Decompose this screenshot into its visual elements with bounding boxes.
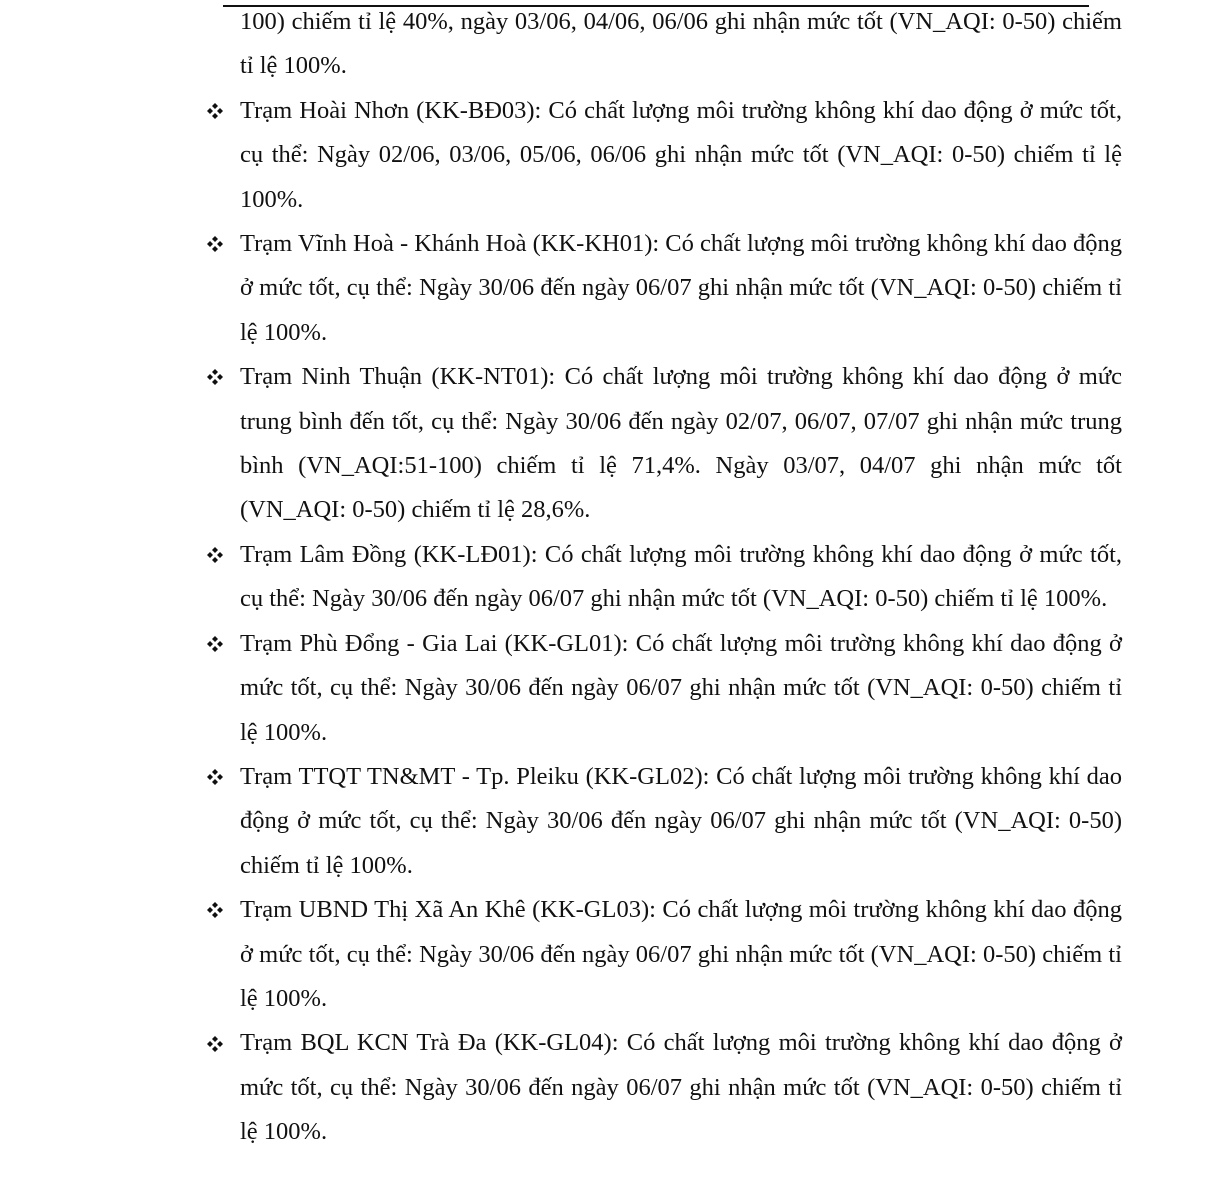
station-description: Trạm Phù Đổng - Gia Lai (KK-GL01): Có chất lượng môi trường không khí dao động ở mức tốt, cụ thể: Ngày 30/06 đến ngày 06/07 ghi nhận mức tốt (VN_AQI: 0-50) chiếm tỉ lệ 100%.	[240, 629, 1122, 746]
station-description: Trạm Vĩnh Hoà - Khánh Hoà (KK-KH01): Có chất lượng môi trường không khí dao động ở mức tốt, cụ thể: Ngày 30/06 đến ngày 06/07 ghi nhận mức tốt (VN_AQI: 0-50) chiếm tỉ lệ 100%.	[240, 230, 1122, 346]
diamond-bullet-icon	[204, 1021, 226, 1065]
station-description: Trạm Ninh Thuận (KK-NT01): Có chất lượng môi trường không khí dao động ở mức trung bình đến tốt, cụ thể: Ngày 30/06 đến ngày 02/07, 06/07, 07/07 ghi nhận mức trung bình (VN_AQI:51-100) chiếm tỉ lệ 71,4%. Ngày 03/07, 04/07 ghi nhận mức tốt (VN_AQI: 0-50) chiếm tỉ lệ 28,6%.	[240, 363, 1122, 524]
station-description: Trạm Lâm Đồng (KK-LĐ01): Có chất lượng môi trường không khí dao động ở mức tốt, cụ thể: Ngày 30/06 đến ngày 06/07 ghi nhận mức tốt (VN_AQI: 0-50) chiếm tỉ lệ 100%.	[240, 540, 1122, 613]
document-body	[240, 0, 1122, 1155]
station-list-item	[240, 533, 1122, 622]
station-description: Trạm TTQT TN&MT - Tp. Pleiku (KK-GL02): Có chất lượng môi trường không khí dao động ở mức tốt, cụ thể: Ngày 30/06 đến ngày 06/07 ghi nhận mức tốt (VN_AQI: 0-50) chiếm tỉ lệ 100%.	[240, 762, 1122, 879]
continued-paragraph: 100) chiếm tỉ lệ 40%, ngày 03/06, 04/06, 06/06 ghi nhận mức tốt (VN_AQI: 0-50) chiếm tỉ lệ 100%.	[240, 8, 1122, 80]
diamond-bullet-icon	[204, 222, 226, 266]
station-description: Trạm BQL KCN Trà Đa (KK-GL04): Có chất lượng môi trường không khí dao động ở mức tốt, cụ thể: Ngày 30/06 đến ngày 06/07 ghi nhận mức tốt (VN_AQI: 0-50) chiếm tỉ lệ 100%.	[240, 1029, 1122, 1146]
diamond-bullet-icon	[204, 888, 226, 932]
station-description: Trạm Hoài Nhơn (KK-BĐ03): Có chất lượng môi trường không khí dao động ở mức tốt, cụ thể: Ngày 02/06, 03/06, 05/06, 06/06 ghi nhận mức tốt (VN_AQI: 0-50) chiếm tỉ lệ 100%.	[240, 96, 1122, 213]
station-list-item	[240, 222, 1122, 355]
diamond-bullet-icon	[204, 533, 226, 577]
station-list	[240, 89, 1122, 1155]
station-list-item	[240, 755, 1122, 888]
diamond-bullet-icon	[204, 89, 226, 133]
station-list-item	[240, 89, 1122, 222]
station-list-item	[240, 888, 1122, 1021]
station-description: Trạm UBND Thị Xã An Khê (KK-GL03): Có chất lượng môi trường không khí dao động ở mức tốt, cụ thể: Ngày 30/06 đến ngày 06/07 ghi nhận mức tốt (VN_AQI: 0-50) chiếm tỉ lệ 100%.	[240, 896, 1122, 1012]
diamond-bullet-icon	[204, 355, 226, 399]
station-list-item	[240, 355, 1122, 533]
diamond-bullet-icon	[204, 622, 226, 666]
station-list-item	[240, 622, 1122, 755]
station-list-item	[240, 1021, 1122, 1154]
diamond-bullet-icon	[204, 755, 226, 799]
